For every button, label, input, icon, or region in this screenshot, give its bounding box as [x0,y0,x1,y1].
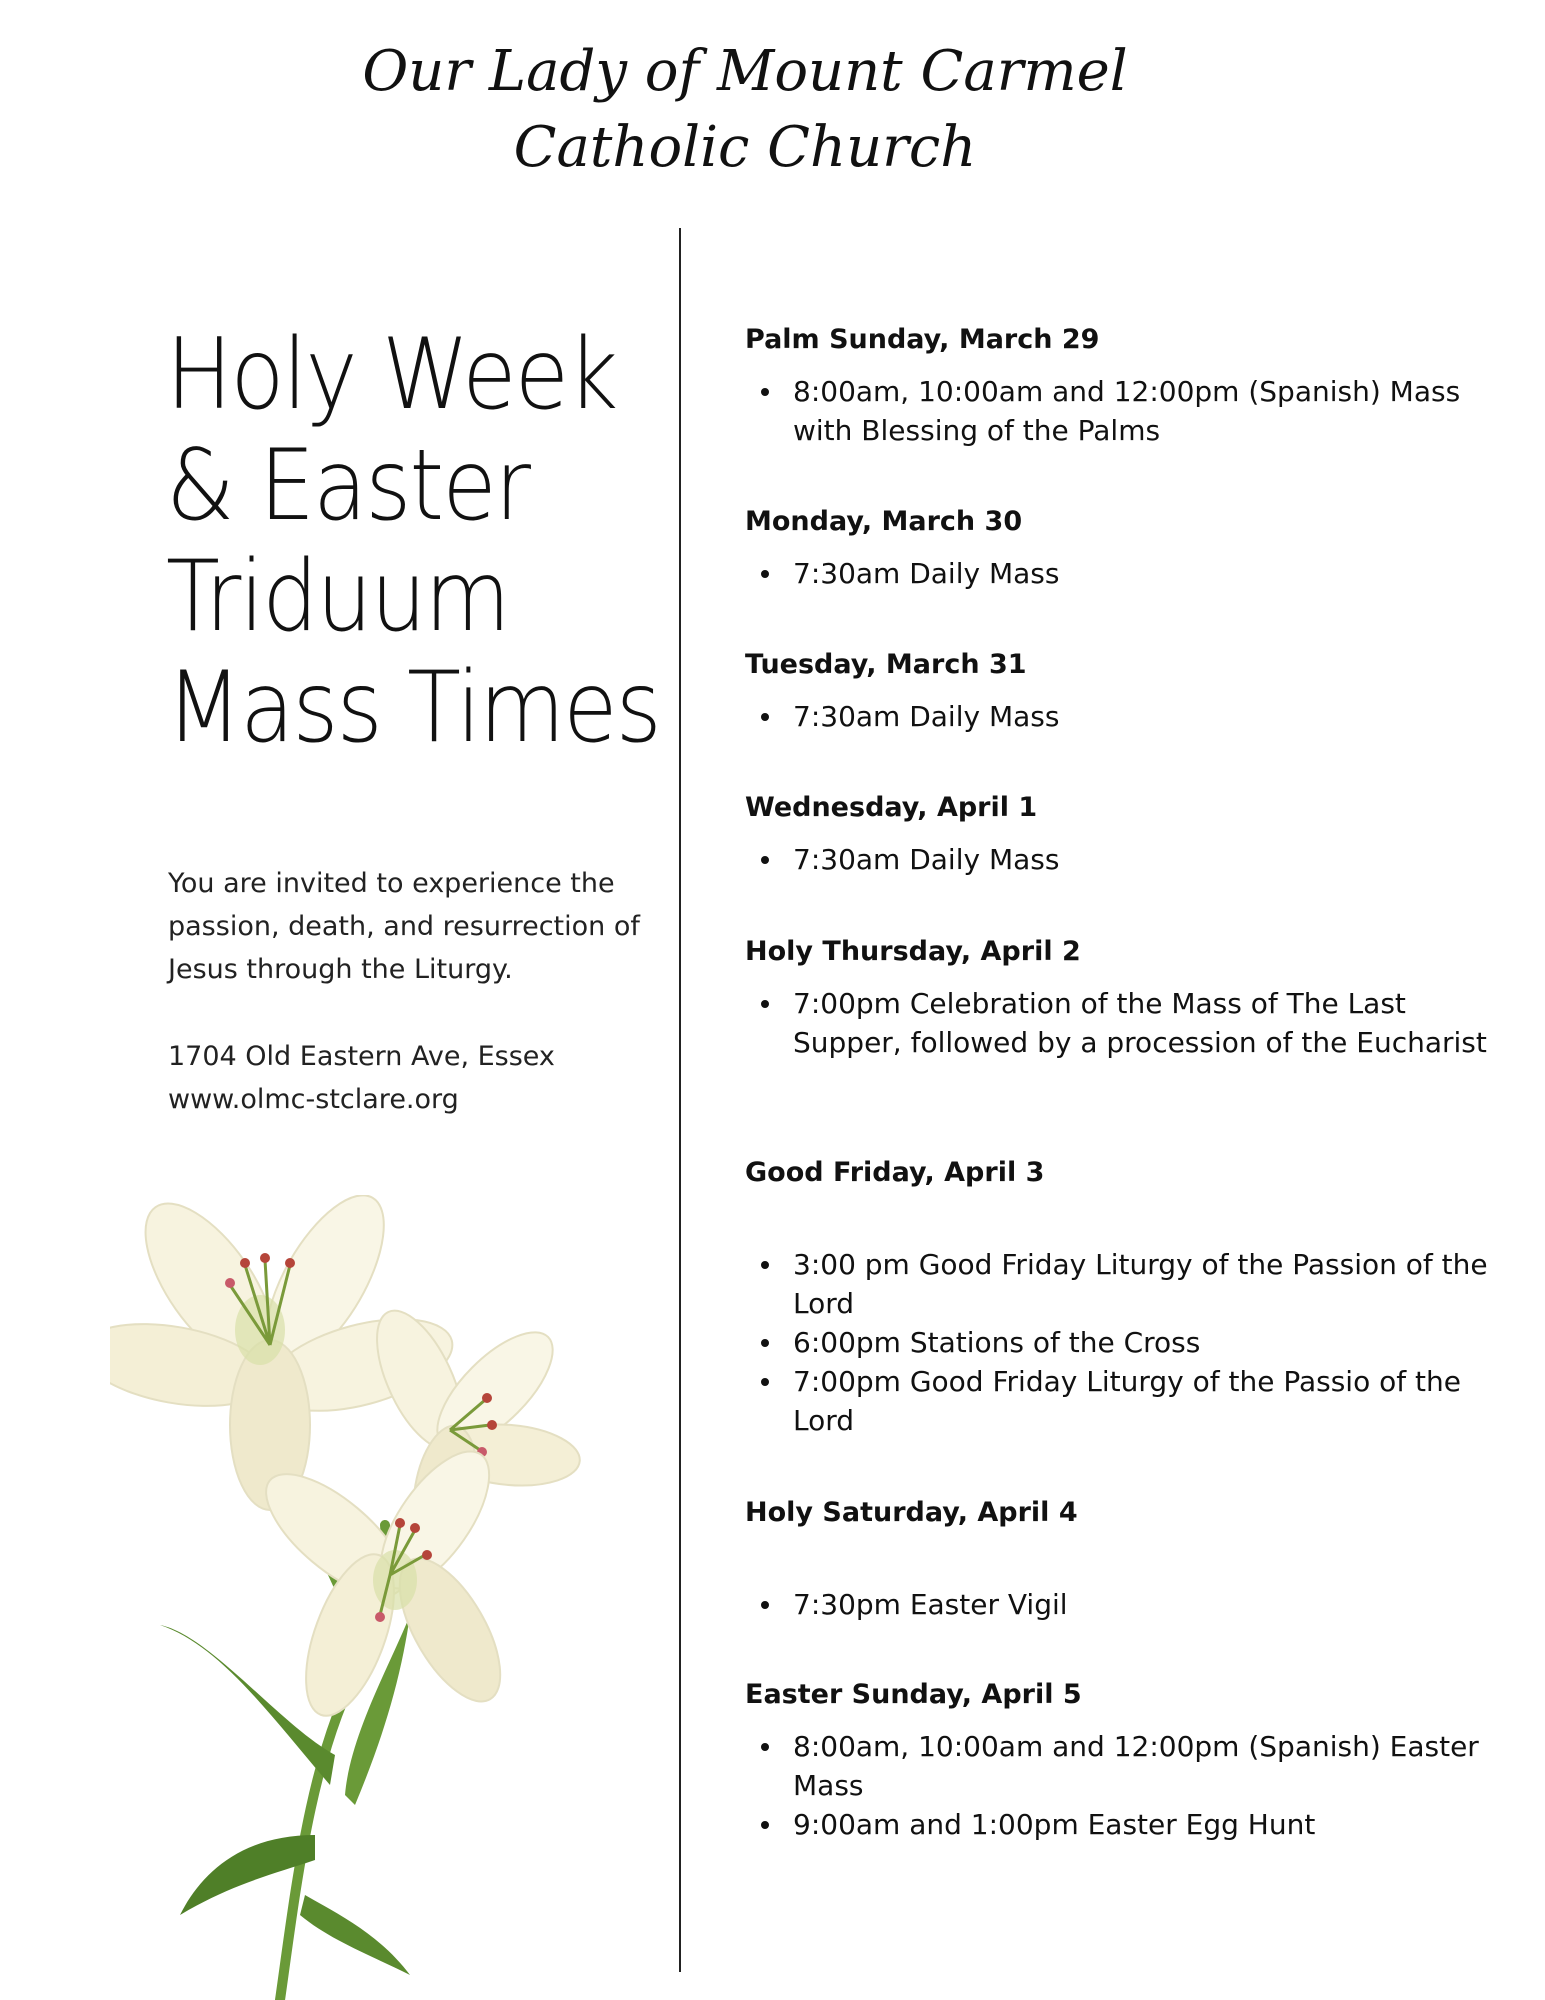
title-line3: Triduum [166,540,509,654]
event-item: 9:00am and 1:00pm Easter Egg Hunt [745,1805,1505,1844]
schedule-day [745,788,1505,876]
event-list [745,372,1505,450]
schedule-day [745,932,1505,1059]
day-title: Monday, March 30 [745,506,1023,537]
event-item: 7:00pm Good Friday Liturgy of the Passio of the Lord [745,1362,1505,1440]
schedule-day [745,645,1505,733]
event-list [745,554,1505,593]
column-divider [679,228,681,1972]
schedule-day [745,320,1505,447]
schedule-day [745,502,1505,590]
day-title: Holy Saturday, April 4 [745,1497,1078,1528]
event-item: 7:30am Daily Mass [745,840,1505,879]
church-name [0,34,1490,186]
title-line1: Holy Week [166,318,617,432]
day-title: Tuesday, March 31 [745,649,1027,680]
contact-info [168,1035,555,1121]
lily-illustration [110,1195,630,2000]
event-item: 7:30am Daily Mass [745,697,1505,736]
event-list [745,984,1505,1062]
intro-text: You are invited to experience the passion, death, and resurrection of Jesus through the Liturgy. [168,868,640,985]
church-name-line1: Our Lady of Mount Carmel [362,39,1128,104]
event-list [745,1727,1505,1844]
title-line4: Mass Times [166,651,660,765]
lily-leaf-4 [300,1895,410,1975]
event-item: 8:00am, 10:00am and 12:00pm (Spanish) Mass with Blessing of the Palms [745,372,1505,450]
address-text: 1704 Old Eastern Ave, Essex [168,1041,555,1072]
day-title: Wednesday, April 1 [745,792,1038,823]
event-list [745,1245,1505,1440]
event-item: 3:00 pm Good Friday Liturgy of the Passion of the Lord [745,1245,1505,1323]
event-list [745,1585,1505,1624]
day-title: Good Friday, April 3 [745,1157,1045,1188]
schedule-day [745,1153,1505,1437]
event-list [745,697,1505,736]
schedule-day [745,1493,1505,1621]
day-title: Palm Sunday, March 29 [745,324,1100,355]
event-item: 8:00am, 10:00am and 12:00pm (Spanish) Easter Mass [745,1727,1505,1805]
event-list [745,840,1505,879]
church-name-line2: Catholic Church [513,115,977,180]
day-title: Easter Sunday, April 5 [745,1679,1082,1710]
day-title: Holy Thursday, April 2 [745,936,1081,967]
event-item: 7:30pm Easter Vigil [745,1585,1505,1624]
event-item: 7:00pm Celebration of the Mass of The Last Supper, followed by a procession of the Eucharist [745,984,1505,1062]
event-item: 7:30am Daily Mass [745,554,1505,593]
schedule-day [745,1675,1505,1841]
page-title [166,320,660,764]
website-link[interactable]: www.olmc-stclare.org [168,1084,459,1115]
title-line2: & Easter [166,429,530,543]
event-item: 6:00pm Stations of the Cross [745,1323,1505,1362]
